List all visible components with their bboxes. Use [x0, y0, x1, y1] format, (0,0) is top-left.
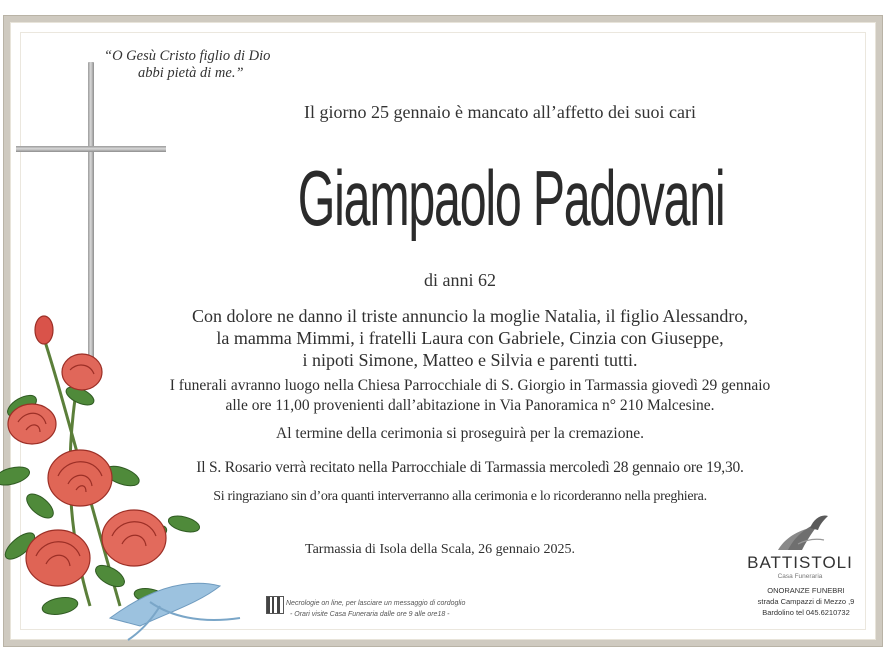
funeral-home-subtitle: Casa Funeraria — [777, 573, 823, 580]
qr-code-icon[interactable] — [266, 596, 284, 614]
announcement-line-1: Con dolore ne danno il triste annuncio la moglie Natalia, il figlio Alessandro, — [192, 306, 748, 326]
funeral-home-label: ONORANZE FUNEBRI — [767, 586, 845, 595]
qr-note-line-2: - Orari visite Casa Funeraria dalle ore 9 alle ore18 - — [290, 611, 450, 618]
announcement-line-3: i nipoti Simone, Matteo e Silvia e parenti tutti. — [302, 350, 638, 370]
announcement-line-2: la mamma Mimmi, i fratelli Laura con Gabriele, Cinzia con Giuseppe, — [216, 328, 724, 348]
cross-icon-crossbar — [16, 146, 166, 152]
funeral-home-logo-icon — [770, 510, 832, 554]
roses-decoration — [0, 306, 260, 642]
funeral-home-address: strada Campazzi di Mezzo ,9 — [757, 597, 855, 606]
place-date: Tarmassia di Isola della Scala, 26 gennaio 2025. — [305, 542, 575, 557]
thanks-text: Si ringraziano sin d’ora quanti interverranno alla cerimonia e lo ricorderanno nella preghiera. — [213, 489, 707, 504]
funeral-home-phone: Bardolino tel 045.6210732 — [762, 608, 850, 617]
prayer-quote — [104, 48, 324, 82]
qr-note — [286, 598, 466, 620]
ceremony-text: Al termine della cerimonia si proseguirà per la cremazione. — [276, 425, 644, 442]
intro-text: Il giorno 25 gennaio è mancato all’affetto dei suoi cari — [303, 102, 697, 122]
prayer-line-1: “O Gesù Cristo figlio di Dio — [104, 48, 271, 64]
qr-note-line-1: Necrologie on line, per lasciare un messaggio di cordoglio — [286, 600, 466, 607]
funeral-home-brand: BATTISTOLI — [747, 553, 853, 572]
funeral-line-2: alle ore 11,00 provenienti dall’abitazione in Via Panoramica n° 210 Malcesine. — [225, 397, 715, 414]
funeral-home-contact — [740, 585, 872, 618]
funeral-line-1: I funerali avranno luogo nella Chiesa Parrocchiale di S. Giorgio in Tarmassia giovedì 29 gennaio — [169, 377, 771, 394]
prayer-line-2: abbi pietà di me.” — [138, 65, 244, 81]
deceased-name: Giampaolo Padovani — [297, 154, 725, 242]
age-text: di anni 62 — [424, 270, 496, 290]
rosary-text: Il S. Rosario verrà recitato nella Parrocchiale di Tarmassia mercoledì 28 gennaio ore 19,30. — [196, 459, 744, 476]
